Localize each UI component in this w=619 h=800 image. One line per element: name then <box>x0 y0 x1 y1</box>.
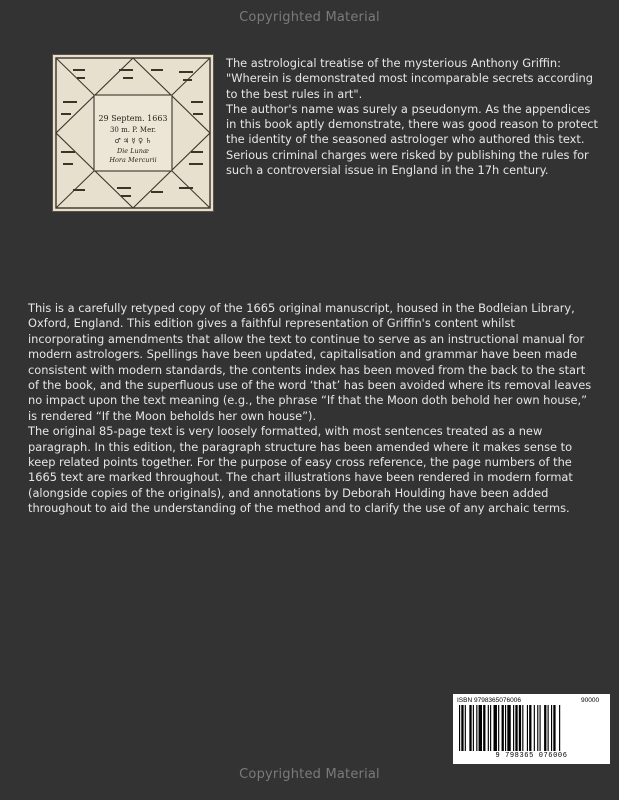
barcode-bar <box>522 705 523 751</box>
intro-paragraph-2: The author's name was surely a pseudonym. As the appendices in this book aptly demonstrate, there was good reason to protect the identity of the seasoned astrologer who authored this text. Serious criminal charges were risked by publishing the rules for such a controversial issue in England in the 17h century. <box>226 101 598 178</box>
barcode-bar <box>551 705 552 751</box>
barcode-bar <box>465 705 466 751</box>
barcode-bar <box>515 705 517 751</box>
barcode-bar <box>473 705 474 751</box>
barcode-bar <box>559 705 560 751</box>
barcode-bar <box>527 705 528 751</box>
chart-time-line: 30 m. P. Mer. <box>109 126 157 134</box>
intro-paragraph-1: The astrological treatise of the mysterious Anthony Griffin: "Wherein is demonstrated most incomparable secrets according to the best rules in art". <box>226 56 593 101</box>
copyright-watermark-bottom: Copyrighted Material <box>239 767 380 782</box>
barcode-bar <box>459 705 460 751</box>
chart-date-line: 29 Septem. 1663 <box>98 114 168 123</box>
barcode-bar <box>469 705 471 751</box>
barcode-bar <box>476 705 477 751</box>
barcode-bar <box>490 705 491 751</box>
chart-day-line: Die Lunæ <box>116 147 150 155</box>
barcode-bar <box>507 705 510 751</box>
barcode-bar <box>479 705 482 751</box>
description-paragraph-2: The original 85-page text is very loosely formatted, with most sentences treated as a new paragraph. In this edition, the paragraph structure has been amended where it makes sense to keep related points together. For the purpose of easy cross reference, the page numbers of the 1665 text are marked throughout. The chart illustrations have been rendered in modern format (alongside copies of the originals), and annotations by Deborah Houlding have been added throughout to aid the understanding of the method and to clarify the use of any archaic terms. <box>28 424 573 516</box>
barcode-bar <box>505 705 506 751</box>
chart-hour-line: Hora Mercurii <box>109 156 157 164</box>
barcode-bar <box>540 705 541 751</box>
barcode-bar <box>553 705 555 751</box>
barcode-bar <box>461 705 463 751</box>
description-text-block <box>28 301 594 517</box>
barcode-bar <box>498 705 499 751</box>
barcode-bar <box>529 705 531 751</box>
horoscope-chart-image <box>52 54 214 212</box>
barcode-bar <box>513 705 514 751</box>
intro-text-block <box>226 56 598 178</box>
barcode-bar <box>534 705 535 751</box>
barcode-bar <box>537 705 538 751</box>
barcode-bar <box>483 705 485 751</box>
barcode-digits: 9 798365 076006 <box>495 752 568 760</box>
barcode-bar <box>494 705 497 751</box>
barcode-bar <box>519 705 521 751</box>
isbn-label: ISBN 9798365076006 <box>457 697 521 704</box>
barcode-bars <box>459 705 604 751</box>
isbn-barcode <box>453 694 610 764</box>
svg-text:♂ ♃ ☿ ♀ ♄: ♂ ♃ ☿ ♀ ♄ <box>114 137 152 145</box>
horoscope-chart-drawing <box>53 55 213 211</box>
barcode-bar <box>488 705 489 751</box>
barcode-bar <box>548 705 549 751</box>
price-code: 90000 <box>581 697 600 704</box>
barcode-bar <box>502 705 504 751</box>
barcode-bar <box>544 705 546 751</box>
copyright-watermark-top: Copyrighted Material <box>239 10 380 25</box>
description-paragraph-1: This is a carefully retyped copy of the 1665 original manuscript, housed in the Bodleian Library, Oxford, England. This edition gives a faithful representation of Griffin's content whilst incorporating amendments that allow the text to continue to serve as an instructional manual for modern astrologers. Spellings have been updated, capitalisation and grammar have been made consistent with modern standards, the contents index has been moved from the back to the start of the book, and the superfluous use of the word ‘that’ has been avoided where its removal leaves no impact upon the text meaning (e.g., the phrase “If that the Moon doth behold her own house,” is rendered “If the Moon beholds her own house”). <box>28 301 592 423</box>
